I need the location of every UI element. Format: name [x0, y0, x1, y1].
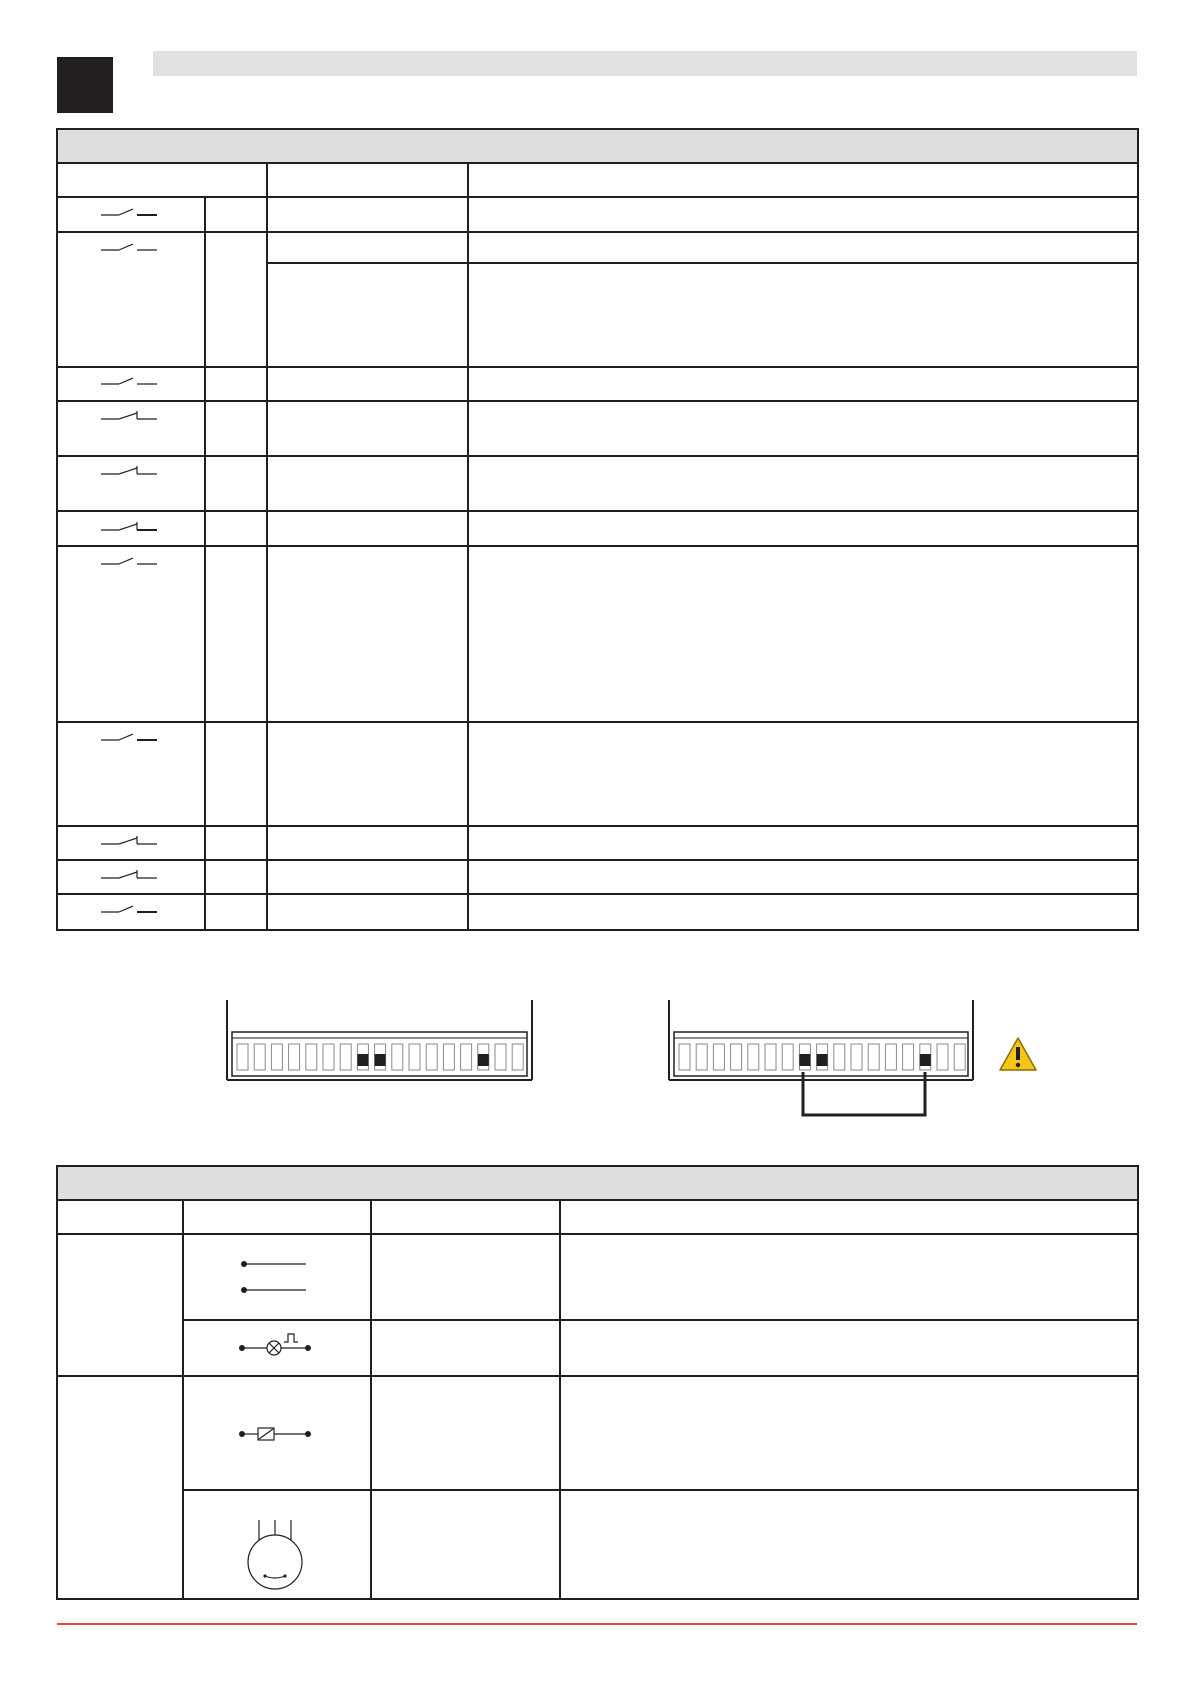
terminal-slot: [409, 1044, 420, 1070]
footer-divider: [57, 1623, 1137, 1625]
terminal-slot: [885, 1044, 896, 1070]
terminal-slot: [495, 1044, 506, 1070]
no-contact-icon: [101, 244, 157, 250]
terminal-slot: [713, 1044, 724, 1070]
terminal-slot: [748, 1044, 759, 1070]
terminal-slot: [512, 1044, 523, 1070]
terminal-slot: [254, 1044, 265, 1070]
terminal-slot: [765, 1044, 776, 1070]
flashing-lamp-icon: [239, 1334, 311, 1355]
terminal-slot: [237, 1044, 248, 1070]
nc-contact-icon: [101, 870, 157, 878]
terminal-slot: [954, 1044, 965, 1070]
terminal-slot: [461, 1044, 472, 1070]
terminal-slot: [392, 1044, 403, 1070]
terminal-jumper: [920, 1054, 931, 1066]
terminal-strip-diagrams: [0, 1000, 1190, 1130]
terminal-slot: [443, 1044, 454, 1070]
terminal-slot: [696, 1044, 707, 1070]
no-contact-icon: [101, 906, 157, 912]
terminal-slot: [731, 1044, 742, 1070]
accessories-table: [0, 1160, 1190, 1610]
table1-caption-row: [57, 129, 1138, 163]
nc-contact-icon: [101, 411, 157, 419]
terminal-slot: [868, 1044, 879, 1070]
terminal-jumper: [817, 1054, 828, 1066]
terminal-slot: [903, 1044, 914, 1070]
photocell-icon: [248, 1520, 302, 1589]
no-contact-icon: [101, 209, 157, 215]
terminal-slot: [937, 1044, 948, 1070]
terminal-slot: [323, 1044, 334, 1070]
terminal-jumper: [357, 1054, 368, 1066]
terminal-bridge-wire: [803, 1072, 925, 1115]
terminal-slot: [426, 1044, 437, 1070]
terminal-slot: [782, 1044, 793, 1070]
terminal-slot: [851, 1044, 862, 1070]
nc-contact-icon: [101, 836, 157, 844]
terminal-slot: [834, 1044, 845, 1070]
terminal-slot: [306, 1044, 317, 1070]
terminal-strip-default: [227, 1000, 532, 1080]
terminal-jumper: [375, 1054, 386, 1066]
nc-contact-icon: [101, 522, 157, 530]
terminal-slot: [340, 1044, 351, 1070]
terminal-strip-bridged: [669, 1000, 973, 1115]
terminal-jumper: [478, 1054, 489, 1066]
nc-contact-icon: [101, 466, 157, 474]
no-contact-icon: [101, 734, 157, 740]
two-wire-contact-icon: [241, 1261, 306, 1293]
table2-frame: [57, 1200, 1138, 1599]
terminal-slot: [679, 1044, 690, 1070]
terminal-jumper: [799, 1054, 810, 1066]
table2-caption-row: [57, 1166, 1138, 1200]
terminal-slot: [271, 1044, 282, 1070]
terminal-slot: [289, 1044, 300, 1070]
relay-coil-icon: [239, 1428, 311, 1440]
warning-icon: [1000, 1038, 1036, 1070]
no-contact-icon: [101, 558, 157, 564]
no-contact-icon: [101, 378, 157, 384]
